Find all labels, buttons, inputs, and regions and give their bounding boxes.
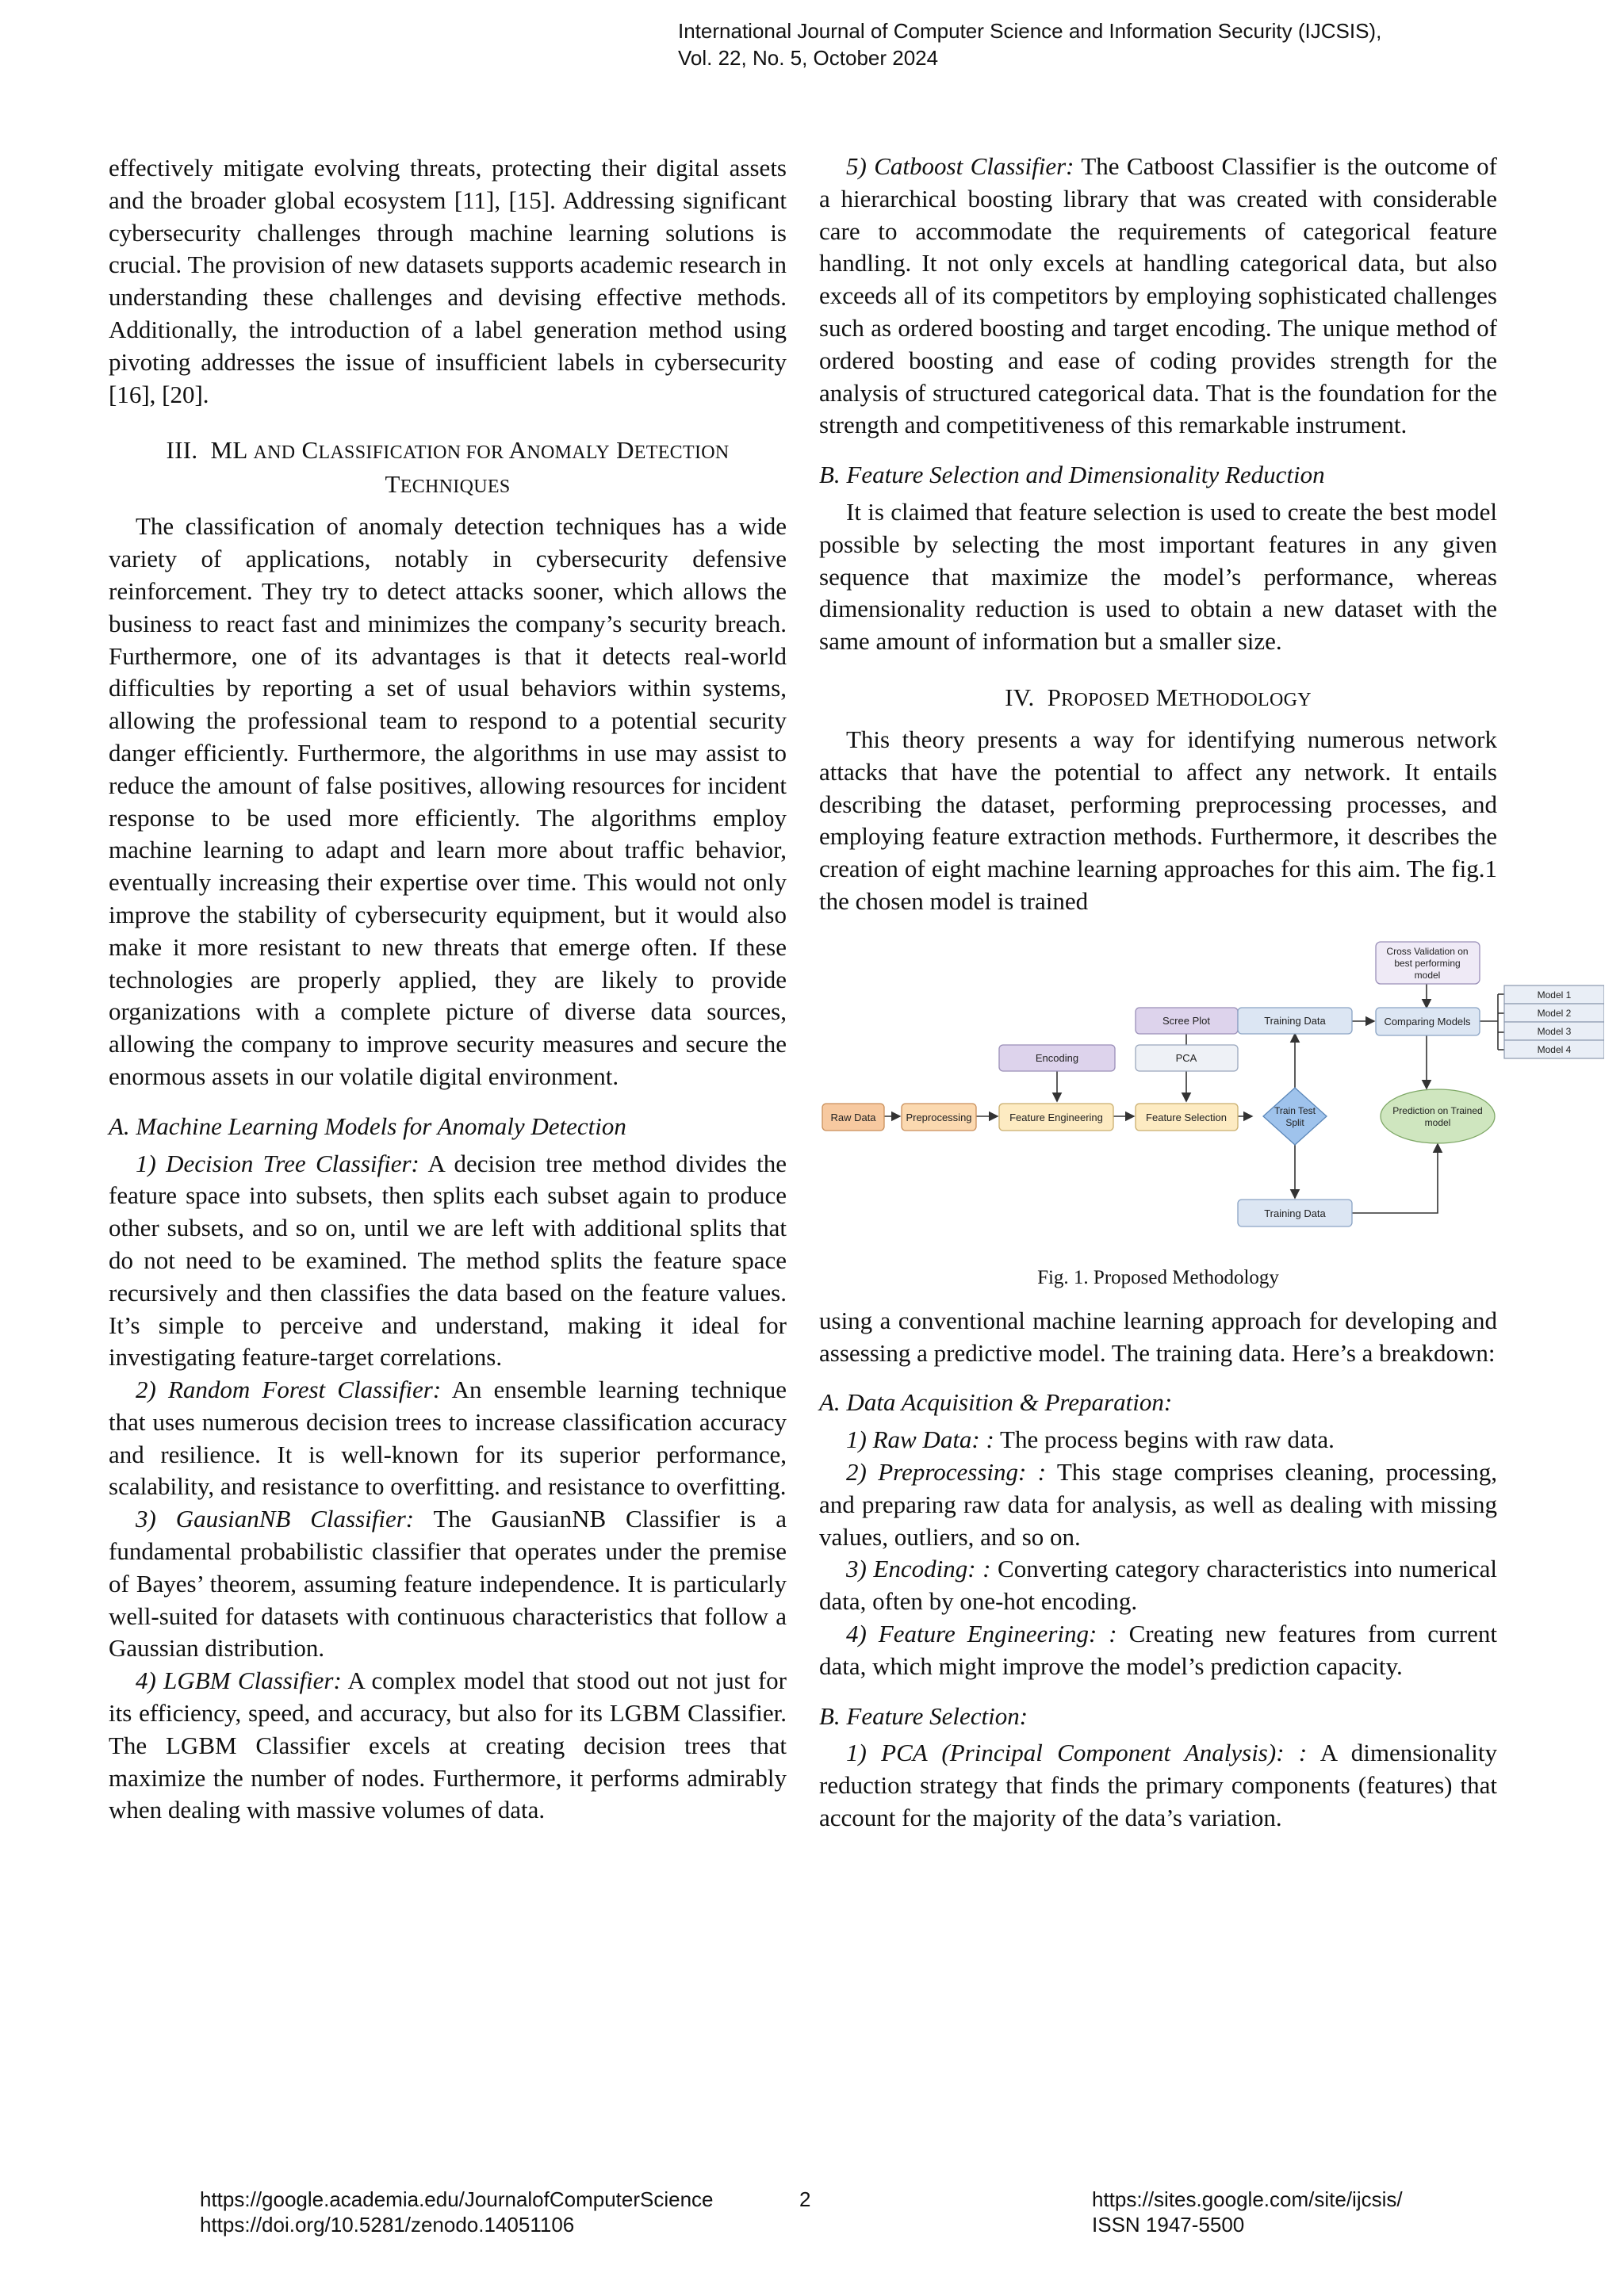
random-forest-paragraph: 2) Random Forest Classifier: An ensemble learning technique that uses numerous decision trees to increase classification accuracy and resilience. It is well-known for its superior performance, scalability, and resistance to overfitting. and resistance to overfitting. <box>109 1376 787 1501</box>
section-4-paragraph: This theory presents a way for identifying numerous network attacks that have the potential to affect any network. It entails describing the dataset, performing preprocessing processes, and employing feature extraction methods. Furthermore, it describes the creation of eight machine learning approaches for this aim. The fig.1 the chosen model is trained <box>819 725 1497 915</box>
footer-doi-link[interactable]: https://doi.org/10.5281/zenodo.14051106 <box>200 2213 575 2237</box>
node-feature-selection <box>1136 1104 1238 1131</box>
node-train-test-split-label-2: Split <box>1285 1116 1304 1128</box>
header-line-2: Vol. 22, No. 5, October 2024 <box>678 46 939 70</box>
encoding-paragraph: 3) Encoding: : Converting category characteristics into numerical data, often by one-hot encoding. <box>819 1555 1497 1616</box>
page-number: 2 <box>799 2187 811 2211</box>
node-feature-engineering-label: Feature Engineering <box>1009 1111 1103 1123</box>
node-train-test-split <box>1263 1088 1327 1145</box>
feature-engineering-paragraph: 4) Feature Engineering: : Creating new features from current data, which might improve the model’s prediction capacity. <box>819 1619 1497 1680</box>
node-preprocessing-label: Preprocessing <box>906 1111 972 1123</box>
node-model3-label: Model 3 <box>1537 1025 1572 1037</box>
subsection-b2-title: B. Feature Selection: <box>819 1701 1028 1730</box>
node-prediction-label-1: Prediction on Trained <box>1392 1104 1483 1116</box>
node-pca <box>1136 1045 1238 1071</box>
intro-paragraph: effectively mitigate evolving threats, protecting their digital assets and the broader global ecosystem [11], [15]. Addressing significant cybersecurity challenges through machine learning solutions is crucial. The provision of new datasets supports academic research in understanding these challenges and devising effective methods. Additionally, the introduction of a label generation method using pivoting addresses the issue of insufficient labels in cybersecurity [16], [20]. <box>109 154 787 408</box>
node-training-data-top-label: Training Data <box>1264 1014 1326 1027</box>
node-feature-selection-label: Feature Selection <box>1146 1111 1227 1123</box>
subsection-a-title: A. Machine Learning Models for Anomaly Detection <box>109 1112 626 1140</box>
node-encoding <box>999 1045 1115 1071</box>
gaussiannb-paragraph: 3) GausianNB Classifier: The GausianNB Classifier is a fundamental probabilistic classifier that operates under the premise of Bayes’ theorem, assuming feature independence. It is particularly well-suited for datasets with continuous characteristics that follow a Gaussian distribution. <box>109 1505 787 1663</box>
node-scree-plot-label: Scree Plot <box>1162 1014 1210 1027</box>
node-train-test-split-label-1: Train Test <box>1274 1104 1316 1116</box>
methodology-diagram <box>819 940 1604 1256</box>
node-models-stack <box>1504 985 1604 1058</box>
node-model1-label: Model 1 <box>1537 989 1572 1001</box>
node-training-data-bottom <box>1238 1200 1352 1226</box>
footer-right <box>1092 2187 1403 2237</box>
node-model4-label: Model 4 <box>1537 1043 1572 1055</box>
figure-1-caption: Fig. 1. Proposed Methodology <box>1037 1266 1279 1288</box>
node-cross-validation <box>1376 942 1480 984</box>
footer-left <box>200 2187 714 2237</box>
raw-data-paragraph: 1) Raw Data: : The process begins with raw data. <box>846 1425 1335 1454</box>
section-4-title: IV. PROPOSED METHODOLOGY <box>1005 683 1312 711</box>
node-raw-data-label: Raw Data <box>830 1111 876 1123</box>
right-column <box>819 151 1572 1835</box>
catboost-paragraph: 5) Catboost Classifier: The Catboost Classifier is the outcome of a hierarchical boosting library that was created with considerable care to accommodate the requirements of categorical feature handling. It not only excels at handling categorical data, but also exceeds all of its competitors by employing sophisticated challenges such as ordered boosting and target encoding. The unique method of ordered boosting and ease of coding provides strength for the analysis of structured categorical data. That is the foundation for the strength and competitiveness of this remarkable instrument. <box>819 152 1497 439</box>
node-prediction-label-2: model <box>1424 1116 1451 1128</box>
lgbm-paragraph: 4) LGBM Classifier: A complex model that stood out not just for its efficiency, speed, and accuracy, but also for its LGBM Classifier. The LGBM Classifier excels at creating decision trees that maximize the number of nodes. Furthermore, it performs admirably when dealing with massive volumes of data. <box>109 1667 787 1824</box>
arrow-test-pred <box>1352 1144 1438 1213</box>
node-model2-label: Model 2 <box>1537 1007 1572 1019</box>
node-train-test-split-shape <box>1263 1088 1327 1145</box>
subsection-a2-title: A. Data Acquisition & Preparation: <box>819 1388 1173 1417</box>
node-scree-plot <box>1136 1008 1238 1034</box>
section-3-paragraph: The classification of anomaly detection techniques has a wide variety of applications, notably in cybersecurity defensive reinforcement. They try to detect attacks sooner, which allows the business to react fast and minimizes the company’s security breach. Furthermore, one of its advantages is that it detects real-world difficulties by reporting a set of usual behaviors within systems, allowing the professional team to respond to a potential security danger efficiently. Furthermore, the algorithms in use may assist to reduce the amount of false positives, allowing resources for incident response to be used more efficiently. The algorithms employ machine learning to adapt and learn more about traffic behavior, eventually increasing their expertise over time. This would not only improve the stability of cybersecurity equipment, but it would also make it more resistant to new threats that emerge often. If these technologies are properly applied, they are likely to provide organizations with a complete picture of diverse data sources, allowing the company to improve security measures and secure the enormous assets in our volatile digital environment. <box>109 512 787 1090</box>
footer-academia-link[interactable]: https://google.academia.edu/JournalofComputerScience <box>200 2187 714 2211</box>
decision-tree-paragraph: 1) Decision Tree Classifier: A decision tree method divides the feature space into subsets, then splits each subset again to produce other subsets, and so on, until we are left with additional splits that do not need to be examined. The method splits the feature space recursively and then classifies the data based on the feature values. It’s simple to perceive and understand, making it ideal for investigating feature-target correlations. <box>109 1149 787 1372</box>
after-figure-paragraph: using a conventional machine learning approach for developing and assessing a predictive model. The training data. Here’s a breakdown: <box>819 1306 1497 1367</box>
node-cross-validation-label-3: model <box>1414 969 1441 981</box>
subsection-b-title: B. Feature Selection and Dimensionality Reduction <box>819 461 1325 489</box>
section-3-title: III. ML AND CLASSIFICATION FOR ANOMALY DETECTION TECHNIQUES <box>166 436 730 499</box>
node-cross-validation-label-1: Cross Validation on <box>1386 945 1469 957</box>
node-prediction <box>1381 1089 1495 1143</box>
footer-issn: ISSN 1947-5500 <box>1092 2213 1245 2237</box>
footer-site-link[interactable]: https://sites.google.com/site/ijcsis/ <box>1092 2187 1403 2211</box>
pca-paragraph: 1) PCA (Principal Component Analysis): : A dimensionality reduction strategy that finds the primary components (features) that account for the majority of the data’s variation. <box>819 1739 1497 1831</box>
journal-header <box>678 17 1381 71</box>
node-encoding-label: Encoding <box>1035 1051 1079 1064</box>
node-feature-engineering <box>999 1104 1113 1131</box>
node-preprocessing <box>902 1104 976 1131</box>
node-training-data-bottom-label: Training Data <box>1264 1207 1326 1219</box>
node-pca-label: PCA <box>1175 1051 1197 1064</box>
node-comparing-models <box>1376 1008 1480 1035</box>
node-training-data-top <box>1238 1008 1352 1034</box>
preprocessing-paragraph: 2) Preprocessing: : This stage comprises cleaning, processing, and preparing raw data for analysis, as well as dealing with missing values, outliers, and so on. <box>819 1457 1497 1551</box>
header-line-1: International Journal of Computer Science and Information Security (IJCSIS), <box>678 19 1382 43</box>
node-comparing-models-label: Comparing Models <box>1384 1015 1471 1027</box>
node-raw-data <box>822 1104 884 1131</box>
node-cross-validation-label-2: best performing <box>1394 957 1461 969</box>
feature-selection-paragraph: It is claimed that feature selection is used to create the best model possible by selecting the most important features in any given sequence that maximize the model’s performance, whereas dimensionality reduction is used to obtain a new dataset with the same amount of information but a smaller size. <box>819 497 1497 656</box>
figure-1 <box>819 940 1572 1256</box>
node-prediction-shape <box>1381 1089 1495 1143</box>
left-column <box>109 152 787 1827</box>
